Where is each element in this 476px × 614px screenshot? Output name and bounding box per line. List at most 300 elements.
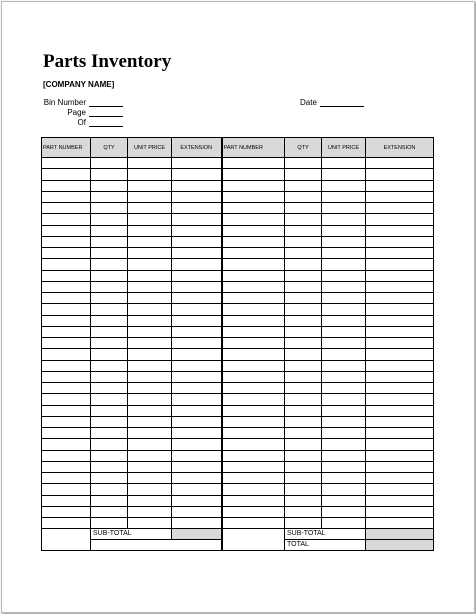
qty-cell[interactable] — [285, 484, 322, 495]
qty-cell[interactable] — [91, 180, 128, 191]
qty-cell[interactable] — [91, 169, 128, 180]
total-blank-cell — [222, 540, 285, 551]
extension-cell[interactable] — [172, 236, 222, 247]
extension-cell[interactable] — [366, 326, 434, 337]
unit-price-cell[interactable] — [128, 315, 172, 326]
unit-price-cell[interactable] — [128, 293, 172, 304]
extension-cell[interactable] — [366, 416, 434, 427]
extension-cell[interactable] — [366, 473, 434, 484]
bin-number-input[interactable] — [89, 98, 123, 107]
qty-cell[interactable] — [91, 248, 128, 259]
extension-cell[interactable] — [366, 518, 434, 529]
total-value-cell[interactable] — [366, 540, 434, 551]
part-number-cell[interactable] — [42, 293, 91, 304]
unit-price-cell[interactable] — [128, 236, 172, 247]
extension-cell[interactable] — [172, 394, 222, 405]
unit-price-cell[interactable] — [322, 394, 366, 405]
part-number-cell[interactable] — [42, 304, 91, 315]
table-row — [42, 405, 434, 416]
unit-price-cell[interactable] — [128, 484, 172, 495]
qty-cell[interactable] — [285, 439, 322, 450]
part-number-cell[interactable] — [42, 450, 91, 461]
unit-price-cell[interactable] — [322, 439, 366, 450]
date-field — [300, 98, 364, 107]
part-number-cell[interactable] — [222, 191, 285, 202]
extension-cell[interactable] — [172, 281, 222, 292]
extension-cell[interactable] — [366, 338, 434, 349]
qty-cell[interactable] — [91, 270, 128, 281]
extension-cell[interactable] — [172, 450, 222, 461]
part-number-cell[interactable] — [222, 248, 285, 259]
page-label: Page — [67, 108, 86, 117]
part-number-cell[interactable] — [42, 203, 91, 214]
unit-price-cell[interactable] — [128, 360, 172, 371]
unit-price-cell[interactable] — [128, 383, 172, 394]
extension-cell[interactable] — [366, 371, 434, 382]
extension-cell[interactable] — [172, 293, 222, 304]
unit-price-cell[interactable] — [322, 484, 366, 495]
qty-cell[interactable] — [285, 326, 322, 337]
qty-cell[interactable] — [91, 191, 128, 202]
extension-cell[interactable] — [172, 304, 222, 315]
unit-price-cell[interactable] — [128, 439, 172, 450]
part-number-cell[interactable] — [42, 484, 91, 495]
unit-price-cell[interactable] — [128, 371, 172, 382]
part-number-cell[interactable] — [42, 383, 91, 394]
extension-cell[interactable] — [172, 439, 222, 450]
extension-cell[interactable] — [172, 315, 222, 326]
table-row — [42, 349, 434, 360]
table-row — [42, 394, 434, 405]
extension-cell[interactable] — [172, 326, 222, 337]
unit-price-cell[interactable] — [322, 506, 366, 517]
extension-cell[interactable] — [172, 180, 222, 191]
qty-cell[interactable] — [285, 473, 322, 484]
qty-cell[interactable] — [285, 394, 322, 405]
qty-cell[interactable] — [285, 506, 322, 517]
unit-price-cell[interactable] — [322, 360, 366, 371]
extension-cell[interactable] — [172, 405, 222, 416]
unit-price-cell[interactable] — [128, 518, 172, 529]
unit-price-cell[interactable] — [322, 461, 366, 472]
part-number-cell[interactable] — [222, 293, 285, 304]
total-row — [42, 540, 434, 551]
qty-cell[interactable] — [285, 450, 322, 461]
extension-cell[interactable] — [172, 214, 222, 225]
extension-cell[interactable] — [172, 338, 222, 349]
extension-cell[interactable] — [366, 214, 434, 225]
part-number-cell[interactable] — [222, 506, 285, 517]
extension-cell[interactable] — [172, 158, 222, 169]
part-number-cell[interactable] — [222, 225, 285, 236]
table-row — [42, 428, 434, 439]
part-number-cell[interactable] — [42, 169, 91, 180]
unit-price-cell[interactable] — [322, 428, 366, 439]
part-number-cell[interactable] — [222, 169, 285, 180]
extension-cell[interactable] — [366, 270, 434, 281]
subtotal-blank-cell — [222, 529, 285, 540]
part-number-cell[interactable] — [222, 428, 285, 439]
unit-price-cell[interactable] — [322, 169, 366, 180]
date-input[interactable] — [320, 98, 364, 107]
table-row — [42, 191, 434, 202]
extension-cell[interactable] — [366, 405, 434, 416]
part-number-cell[interactable] — [222, 473, 285, 484]
qty-cell[interactable] — [285, 180, 322, 191]
qty-cell[interactable] — [91, 326, 128, 337]
unit-price-cell[interactable] — [322, 270, 366, 281]
unit-price-cell[interactable] — [322, 338, 366, 349]
table-row — [42, 281, 434, 292]
unit-price-cell[interactable] — [128, 473, 172, 484]
qty-cell[interactable] — [285, 281, 322, 292]
unit-price-cell[interactable] — [322, 416, 366, 427]
qty-cell[interactable] — [285, 270, 322, 281]
qty-cell[interactable] — [91, 259, 128, 270]
qty-cell[interactable] — [91, 203, 128, 214]
unit-price-cell[interactable] — [322, 473, 366, 484]
qty-cell[interactable] — [285, 495, 322, 506]
unit-price-cell[interactable] — [322, 214, 366, 225]
qty-cell[interactable] — [285, 191, 322, 202]
unit-price-cell[interactable] — [128, 225, 172, 236]
part-number-cell[interactable] — [42, 248, 91, 259]
part-number-cell[interactable] — [42, 405, 91, 416]
part-number-cell[interactable] — [42, 180, 91, 191]
part-number-cell[interactable] — [42, 518, 91, 529]
part-number-cell[interactable] — [42, 495, 91, 506]
qty-cell[interactable] — [285, 349, 322, 360]
unit-price-cell[interactable] — [322, 158, 366, 169]
page-input[interactable] — [89, 108, 123, 117]
qty-cell[interactable] — [285, 203, 322, 214]
part-number-cell[interactable] — [222, 326, 285, 337]
part-number-cell[interactable] — [42, 270, 91, 281]
part-number-cell[interactable] — [222, 349, 285, 360]
extension-cell[interactable] — [366, 315, 434, 326]
part-number-cell[interactable] — [42, 225, 91, 236]
part-number-cell[interactable] — [222, 383, 285, 394]
subtotal-value-cell[interactable] — [172, 529, 222, 540]
unit-price-cell[interactable] — [128, 248, 172, 259]
part-number-cell[interactable] — [222, 158, 285, 169]
extension-cell[interactable] — [366, 158, 434, 169]
extension-cell[interactable] — [366, 248, 434, 259]
extension-cell[interactable] — [172, 383, 222, 394]
part-number-cell[interactable] — [222, 495, 285, 506]
unit-price-cell[interactable] — [322, 326, 366, 337]
qty-cell[interactable] — [285, 169, 322, 180]
extension-cell[interactable] — [172, 461, 222, 472]
total-blank-cell — [42, 540, 91, 551]
table-row — [42, 506, 434, 517]
extension-cell[interactable] — [366, 293, 434, 304]
extension-cell[interactable] — [366, 383, 434, 394]
unit-price-cell[interactable] — [128, 158, 172, 169]
of-field — [0, 118, 123, 127]
part-number-cell[interactable] — [222, 450, 285, 461]
qty-cell[interactable] — [91, 484, 128, 495]
qty-cell[interactable] — [91, 506, 128, 517]
extension-cell[interactable] — [366, 180, 434, 191]
extension-cell[interactable] — [366, 484, 434, 495]
qty-cell[interactable] — [91, 461, 128, 472]
part-number-cell[interactable] — [222, 439, 285, 450]
table-row — [42, 473, 434, 484]
unit-price-cell[interactable] — [128, 394, 172, 405]
extension-cell[interactable] — [172, 203, 222, 214]
subtotal-value-cell[interactable] — [366, 529, 434, 540]
unit-price-cell[interactable] — [128, 405, 172, 416]
unit-price-cell[interactable] — [128, 281, 172, 292]
extension-cell[interactable] — [366, 281, 434, 292]
part-number-cell[interactable] — [222, 180, 285, 191]
part-number-cell[interactable] — [222, 360, 285, 371]
qty-cell[interactable] — [285, 383, 322, 394]
unit-price-cell[interactable] — [322, 293, 366, 304]
unit-price-cell[interactable] — [128, 428, 172, 439]
unit-price-cell[interactable] — [322, 371, 366, 382]
qty-cell[interactable] — [91, 225, 128, 236]
extension-cell[interactable] — [172, 518, 222, 529]
qty-cell[interactable] — [91, 315, 128, 326]
part-number-cell[interactable] — [222, 214, 285, 225]
part-number-cell[interactable] — [42, 214, 91, 225]
qty-cell[interactable] — [285, 360, 322, 371]
date-label: Date — [300, 98, 317, 107]
unit-price-cell[interactable] — [128, 416, 172, 427]
unit-price-cell[interactable] — [128, 203, 172, 214]
extension-cell[interactable] — [172, 371, 222, 382]
extension-cell[interactable] — [366, 394, 434, 405]
part-number-cell[interactable] — [222, 338, 285, 349]
part-number-cell[interactable] — [222, 518, 285, 529]
extension-cell[interactable] — [172, 349, 222, 360]
qty-cell[interactable] — [91, 360, 128, 371]
unit-price-cell[interactable] — [128, 461, 172, 472]
extension-cell[interactable] — [172, 473, 222, 484]
extension-cell[interactable] — [172, 428, 222, 439]
unit-price-cell[interactable] — [322, 518, 366, 529]
unit-price-cell[interactable] — [128, 191, 172, 202]
extension-cell[interactable] — [172, 495, 222, 506]
table-row — [42, 304, 434, 315]
extension-cell[interactable] — [366, 360, 434, 371]
unit-price-cell[interactable] — [322, 405, 366, 416]
unit-price-cell[interactable] — [322, 495, 366, 506]
unit-price-cell[interactable] — [128, 214, 172, 225]
part-number-cell[interactable] — [42, 259, 91, 270]
qty-cell[interactable] — [285, 428, 322, 439]
part-number-cell[interactable] — [222, 270, 285, 281]
part-number-cell[interactable] — [42, 473, 91, 484]
unit-price-cell[interactable] — [322, 203, 366, 214]
extension-cell[interactable] — [172, 416, 222, 427]
unit-price-cell[interactable] — [128, 169, 172, 180]
part-number-cell[interactable] — [42, 349, 91, 360]
qty-cell[interactable] — [91, 428, 128, 439]
unit-price-cell[interactable] — [128, 506, 172, 517]
qty-cell[interactable] — [285, 416, 322, 427]
part-number-cell[interactable] — [42, 461, 91, 472]
unit-price-cell[interactable] — [322, 304, 366, 315]
qty-cell[interactable] — [285, 236, 322, 247]
part-number-cell[interactable] — [222, 304, 285, 315]
extension-cell[interactable] — [366, 428, 434, 439]
unit-price-cell[interactable] — [128, 326, 172, 337]
unit-price-cell[interactable] — [322, 281, 366, 292]
part-number-cell[interactable] — [42, 371, 91, 382]
of-input[interactable] — [89, 118, 123, 127]
extension-cell[interactable] — [366, 236, 434, 247]
unit-price-cell[interactable] — [322, 225, 366, 236]
unit-price-cell[interactable] — [128, 259, 172, 270]
col-header-extension: EXTENSION — [366, 138, 434, 158]
extension-cell[interactable] — [172, 169, 222, 180]
extension-cell[interactable] — [366, 259, 434, 270]
part-number-cell[interactable] — [42, 416, 91, 427]
qty-cell[interactable] — [285, 214, 322, 225]
col-header-part-number: PART NUMBER — [42, 138, 91, 158]
qty-cell[interactable] — [91, 371, 128, 382]
unit-price-cell[interactable] — [128, 338, 172, 349]
part-number-cell[interactable] — [222, 371, 285, 382]
part-number-cell[interactable] — [42, 394, 91, 405]
unit-price-cell[interactable] — [322, 236, 366, 247]
part-number-cell[interactable] — [222, 281, 285, 292]
unit-price-cell[interactable] — [322, 248, 366, 259]
part-number-cell[interactable] — [42, 326, 91, 337]
extension-cell[interactable] — [366, 439, 434, 450]
part-number-cell[interactable] — [42, 360, 91, 371]
unit-price-cell[interactable] — [322, 191, 366, 202]
part-number-cell[interactable] — [42, 439, 91, 450]
extension-cell[interactable] — [172, 191, 222, 202]
extension-cell[interactable] — [366, 450, 434, 461]
extension-cell[interactable] — [172, 270, 222, 281]
qty-cell[interactable] — [285, 225, 322, 236]
unit-price-cell[interactable] — [322, 315, 366, 326]
qty-cell[interactable] — [91, 394, 128, 405]
qty-cell[interactable] — [91, 214, 128, 225]
unit-price-cell[interactable] — [128, 304, 172, 315]
qty-cell[interactable] — [285, 338, 322, 349]
unit-price-cell[interactable] — [322, 450, 366, 461]
part-number-cell[interactable] — [222, 259, 285, 270]
qty-cell[interactable] — [285, 405, 322, 416]
qty-cell[interactable] — [285, 259, 322, 270]
qty-cell[interactable] — [91, 304, 128, 315]
part-number-cell[interactable] — [42, 158, 91, 169]
table-row — [42, 225, 434, 236]
qty-cell[interactable] — [285, 248, 322, 259]
qty-cell[interactable] — [91, 405, 128, 416]
qty-cell[interactable] — [285, 315, 322, 326]
extension-cell[interactable] — [172, 360, 222, 371]
part-number-cell[interactable] — [42, 281, 91, 292]
extension-cell[interactable] — [172, 484, 222, 495]
part-number-cell[interactable] — [222, 416, 285, 427]
qty-cell[interactable] — [285, 304, 322, 315]
subtotal-row — [42, 529, 434, 540]
unit-price-cell[interactable] — [128, 180, 172, 191]
part-number-cell[interactable] — [222, 203, 285, 214]
part-number-cell[interactable] — [42, 315, 91, 326]
total-label: TOTAL — [285, 540, 366, 551]
qty-cell[interactable] — [285, 461, 322, 472]
extension-cell[interactable] — [366, 203, 434, 214]
unit-price-cell[interactable] — [128, 270, 172, 281]
subtotal-label: SUB-TOTAL — [285, 529, 366, 540]
part-number-cell[interactable] — [42, 506, 91, 517]
qty-cell[interactable] — [91, 495, 128, 506]
qty-cell[interactable] — [285, 518, 322, 529]
qty-cell[interactable] — [285, 293, 322, 304]
unit-price-cell[interactable] — [322, 180, 366, 191]
extension-cell[interactable] — [366, 495, 434, 506]
part-number-cell[interactable] — [222, 236, 285, 247]
extension-cell[interactable] — [366, 225, 434, 236]
extension-cell[interactable] — [366, 169, 434, 180]
qty-cell[interactable] — [91, 338, 128, 349]
extension-cell[interactable] — [366, 304, 434, 315]
extension-cell[interactable] — [172, 225, 222, 236]
qty-cell[interactable] — [285, 158, 322, 169]
qty-cell[interactable] — [91, 293, 128, 304]
extension-cell[interactable] — [366, 461, 434, 472]
qty-cell[interactable] — [91, 473, 128, 484]
extension-cell[interactable] — [366, 506, 434, 517]
unit-price-cell[interactable] — [322, 349, 366, 360]
qty-cell[interactable] — [91, 158, 128, 169]
extension-cell[interactable] — [172, 259, 222, 270]
part-number-cell[interactable] — [42, 191, 91, 202]
part-number-cell[interactable] — [42, 236, 91, 247]
extension-cell[interactable] — [172, 248, 222, 259]
part-number-cell[interactable] — [222, 461, 285, 472]
qty-cell[interactable] — [91, 450, 128, 461]
table-row — [42, 461, 434, 472]
extension-cell[interactable] — [366, 191, 434, 202]
unit-price-cell[interactable] — [128, 349, 172, 360]
part-number-cell[interactable] — [222, 484, 285, 495]
qty-cell[interactable] — [91, 383, 128, 394]
qty-cell[interactable] — [285, 371, 322, 382]
part-number-cell[interactable] — [222, 315, 285, 326]
qty-cell[interactable] — [91, 439, 128, 450]
part-number-cell[interactable] — [42, 338, 91, 349]
qty-cell[interactable] — [91, 416, 128, 427]
qty-cell[interactable] — [91, 349, 128, 360]
extension-cell[interactable] — [172, 506, 222, 517]
unit-price-cell[interactable] — [322, 259, 366, 270]
extension-cell[interactable] — [366, 349, 434, 360]
part-number-cell[interactable] — [42, 428, 91, 439]
qty-cell[interactable] — [91, 236, 128, 247]
part-number-cell[interactable] — [222, 405, 285, 416]
qty-cell[interactable] — [91, 518, 128, 529]
unit-price-cell[interactable] — [322, 383, 366, 394]
unit-price-cell[interactable] — [128, 495, 172, 506]
total-blank-cell — [91, 540, 222, 551]
qty-cell[interactable] — [91, 281, 128, 292]
inventory-table — [41, 137, 434, 551]
unit-price-cell[interactable] — [128, 450, 172, 461]
table-row — [42, 371, 434, 382]
col-header-extension: EXTENSION — [172, 138, 222, 158]
part-number-cell[interactable] — [222, 394, 285, 405]
table-row — [42, 214, 434, 225]
